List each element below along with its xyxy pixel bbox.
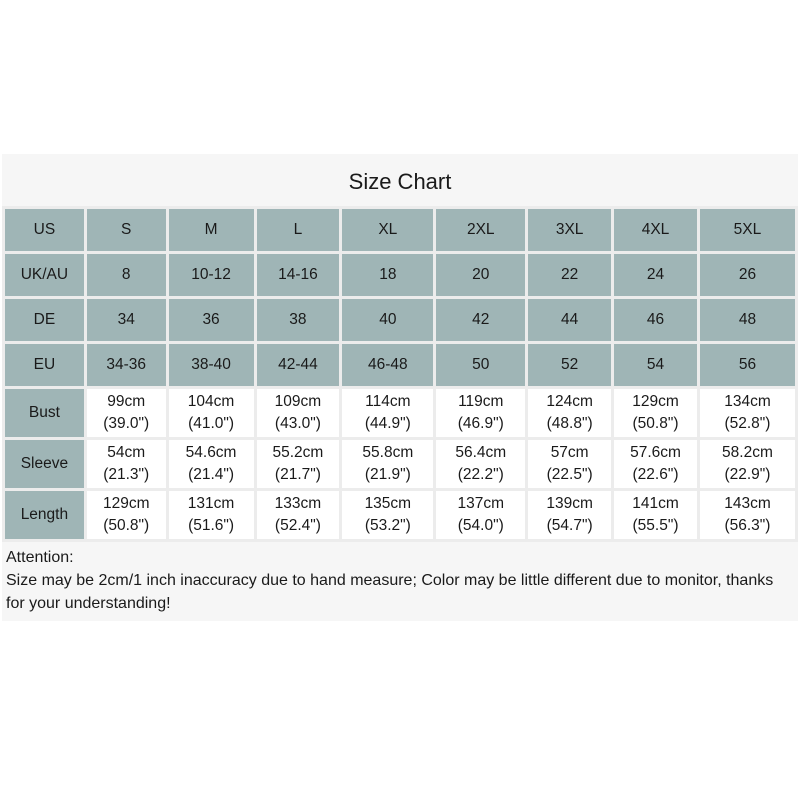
size-cell: 34 bbox=[87, 299, 166, 341]
measure-inch: (21.4") bbox=[188, 466, 235, 483]
measure-inch: (39.0") bbox=[103, 415, 150, 432]
size-cell: 40 bbox=[342, 299, 433, 341]
measure-cm: 129cm bbox=[632, 393, 679, 410]
measure-inch: (22.9") bbox=[724, 466, 771, 483]
measure-cm: 124cm bbox=[546, 393, 593, 410]
measure-inch: (54.7") bbox=[546, 517, 593, 534]
measure-cm: 55.2cm bbox=[272, 444, 324, 461]
measure-inch: (51.6") bbox=[188, 517, 235, 534]
measure-inch: (50.8") bbox=[103, 517, 150, 534]
size-cell: 20 bbox=[436, 254, 525, 296]
measure-cm: 58.2cm bbox=[722, 444, 773, 461]
measure-cell bbox=[614, 440, 697, 488]
measure-cm: 54cm bbox=[107, 444, 146, 461]
measure-inch: (55.5") bbox=[632, 517, 679, 534]
size-cell: 14-16 bbox=[257, 254, 340, 296]
row-header: Bust bbox=[5, 389, 84, 437]
measure-cell bbox=[528, 440, 611, 488]
measure-cell bbox=[700, 491, 795, 539]
measure-cm: 135cm bbox=[364, 495, 412, 512]
measure-cell bbox=[436, 491, 525, 539]
measure-inch: (44.9") bbox=[364, 415, 411, 432]
size-cell: 44 bbox=[528, 299, 611, 341]
measure-cm: 134cm bbox=[724, 393, 771, 410]
row-header: Sleeve bbox=[5, 440, 84, 488]
measure-cell bbox=[257, 491, 340, 539]
size-row-de bbox=[5, 299, 795, 341]
measure-inch: (48.8") bbox=[546, 415, 593, 432]
row-header: UK/AU bbox=[5, 254, 84, 296]
measure-inch: (56.3") bbox=[724, 517, 771, 534]
measure-row-length bbox=[5, 491, 795, 539]
measure-inch: (50.8") bbox=[632, 415, 679, 432]
measure-inch: (21.7") bbox=[274, 466, 321, 483]
measure-cm: 56.4cm bbox=[455, 444, 507, 461]
measure-row-sleeve bbox=[5, 440, 795, 488]
row-header: Length bbox=[5, 491, 84, 539]
size-row-uk-au bbox=[5, 254, 795, 296]
measure-cell bbox=[700, 440, 795, 488]
size-cell: 38 bbox=[257, 299, 340, 341]
size-cell: 4XL bbox=[614, 209, 697, 251]
measure-cm: 57cm bbox=[550, 444, 589, 461]
measure-cell bbox=[528, 491, 611, 539]
measure-cm: 104cm bbox=[187, 393, 235, 410]
size-cell: 2XL bbox=[436, 209, 525, 251]
measure-inch: (54.0") bbox=[457, 517, 504, 534]
size-cell: 54 bbox=[614, 344, 697, 386]
measure-cell bbox=[342, 491, 433, 539]
size-row-us bbox=[5, 209, 795, 251]
measure-inch: (41.0") bbox=[188, 415, 235, 432]
size-cell: XL bbox=[342, 209, 433, 251]
size-table bbox=[2, 206, 798, 542]
size-chart bbox=[2, 154, 798, 621]
measure-inch: (22.5") bbox=[546, 466, 593, 483]
size-cell: 48 bbox=[700, 299, 795, 341]
size-cell: 50 bbox=[436, 344, 525, 386]
size-cell: 5XL bbox=[700, 209, 795, 251]
measure-inch: (43.0") bbox=[274, 415, 321, 432]
size-cell: 22 bbox=[528, 254, 611, 296]
size-cell: 24 bbox=[614, 254, 697, 296]
measure-cm: 109cm bbox=[274, 393, 322, 410]
attention-note bbox=[2, 542, 798, 621]
measure-cm: 141cm bbox=[632, 495, 679, 512]
measure-cm: 139cm bbox=[546, 495, 593, 512]
measure-cm: 114cm bbox=[365, 393, 411, 410]
measure-inch: (21.9") bbox=[364, 466, 411, 483]
size-cell: 52 bbox=[528, 344, 611, 386]
size-cell: L bbox=[257, 209, 340, 251]
measure-cm: 143cm bbox=[724, 495, 771, 512]
measure-inch: (22.2") bbox=[457, 466, 504, 483]
measure-cell bbox=[87, 440, 166, 488]
measure-cm: 57.6cm bbox=[630, 444, 681, 461]
measure-cell bbox=[87, 491, 166, 539]
measure-inch: (53.2") bbox=[364, 517, 411, 534]
row-header: US bbox=[5, 209, 84, 251]
size-cell: M bbox=[169, 209, 254, 251]
size-cell: 10-12 bbox=[169, 254, 254, 296]
measure-cm: 54.6cm bbox=[185, 444, 237, 461]
measure-cell bbox=[169, 440, 254, 488]
measure-cm: 133cm bbox=[274, 495, 322, 512]
size-cell: 8 bbox=[87, 254, 166, 296]
measure-cell bbox=[700, 389, 795, 437]
measure-inch: (46.9") bbox=[457, 415, 504, 432]
size-cell: 42-44 bbox=[257, 344, 340, 386]
attention-heading: Attention: bbox=[6, 549, 74, 566]
size-cell: 36 bbox=[169, 299, 254, 341]
size-cell: 46-48 bbox=[342, 344, 433, 386]
size-cell: 38-40 bbox=[169, 344, 254, 386]
measure-cm: 131cm bbox=[187, 495, 235, 512]
size-cell: 56 bbox=[700, 344, 795, 386]
attention-text: Size may be 2cm/1 inch inaccuracy due to hand measure; Color may be little different due to monitor, thanks for your understanding! bbox=[6, 572, 774, 612]
size-cell: 34-36 bbox=[87, 344, 166, 386]
measure-cm: 99cm bbox=[107, 393, 146, 410]
measure-cm: 129cm bbox=[102, 495, 150, 512]
size-cell: 46 bbox=[614, 299, 697, 341]
measure-inch: (52.8") bbox=[724, 415, 771, 432]
measure-inch: (22.6") bbox=[632, 466, 679, 483]
size-cell: S bbox=[87, 209, 166, 251]
measure-row-bust bbox=[5, 389, 795, 437]
size-cell: 26 bbox=[700, 254, 795, 296]
measure-inch: (21.3") bbox=[103, 466, 150, 483]
chart-title: Size Chart bbox=[2, 154, 798, 209]
measure-cell bbox=[257, 440, 340, 488]
measure-cell bbox=[342, 440, 433, 488]
measure-cm: 137cm bbox=[457, 495, 505, 512]
measure-cell bbox=[528, 389, 611, 437]
row-header: DE bbox=[5, 299, 84, 341]
measure-cell bbox=[342, 389, 433, 437]
row-header: EU bbox=[5, 344, 84, 386]
measure-inch: (52.4") bbox=[274, 517, 321, 534]
measure-cell bbox=[614, 491, 697, 539]
measure-cell bbox=[614, 389, 697, 437]
measure-cell bbox=[169, 389, 254, 437]
measure-cell bbox=[87, 389, 166, 437]
measure-cell bbox=[169, 491, 254, 539]
measure-cell bbox=[436, 440, 525, 488]
size-cell: 18 bbox=[342, 254, 433, 296]
size-cell: 42 bbox=[436, 299, 525, 341]
measure-cm: 119cm bbox=[458, 393, 504, 410]
size-row-eu bbox=[5, 344, 795, 386]
measure-cell bbox=[257, 389, 340, 437]
measure-cm: 55.8cm bbox=[362, 444, 414, 461]
size-cell: 3XL bbox=[528, 209, 611, 251]
measure-cell bbox=[436, 389, 525, 437]
